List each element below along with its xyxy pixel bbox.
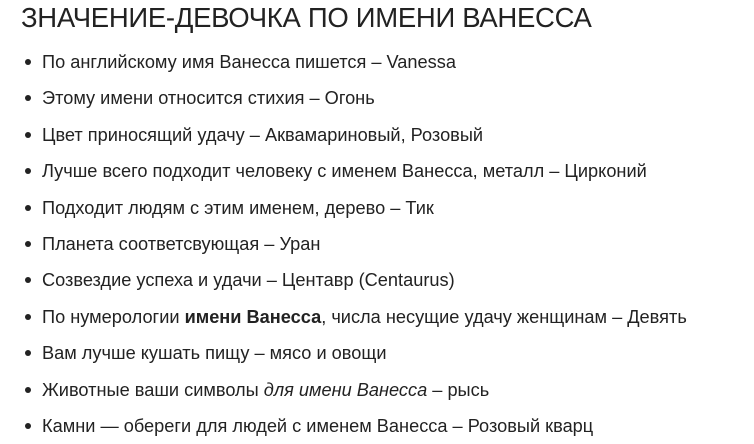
list-item xyxy=(0,153,754,189)
list-item xyxy=(0,190,754,226)
list-item-text xyxy=(42,299,687,335)
bullet-icon xyxy=(25,241,31,247)
list-item xyxy=(0,262,754,298)
bullet-icon xyxy=(25,132,31,138)
bullet-icon xyxy=(25,168,31,174)
bullet-icon xyxy=(25,387,31,393)
bullet-icon xyxy=(25,314,31,320)
list-item xyxy=(0,372,754,408)
bullet-icon xyxy=(25,277,31,283)
list-item-text: Цвет приносящий удачу – Аквамариновый, Розовый xyxy=(42,124,484,145)
name-facts-list xyxy=(0,44,754,444)
bullet-icon xyxy=(25,95,31,101)
list-item-text: Этому имени относится стихия – Огонь xyxy=(42,88,375,109)
bullet-icon xyxy=(25,423,31,429)
list-item xyxy=(0,408,754,444)
list-item-text: Лучше всего подходит человеку с именем Ванесса, металл – Цирконий xyxy=(42,161,647,182)
list-item-text: Вам лучше кушать пищу – мясо и овощи xyxy=(42,343,387,364)
list-item-text-prefix: По нумерологии xyxy=(42,306,185,327)
bullet-icon xyxy=(25,350,31,356)
list-item-text: По английскому имя Ванесса пишется – Vanessa xyxy=(42,52,456,72)
list-item xyxy=(0,44,754,80)
list-item-text-suffix: , числа несущие удачу женщинам – Девять xyxy=(321,306,687,327)
list-item-text: Планета соответсвующая – Уран xyxy=(42,233,321,254)
list-item xyxy=(0,80,754,116)
list-item xyxy=(0,299,754,335)
list-item xyxy=(0,226,754,262)
list-item-text: Созвездие успеха и удачи – Центавр (Centaurus) xyxy=(42,270,455,291)
list-item-text xyxy=(42,372,489,408)
list-item-text: Камни — обереги для людей с именем Ванесса – Розовый кварц xyxy=(42,415,594,436)
list-item-text: Подходит людям с этим именем, дерево – Тик xyxy=(42,197,434,218)
list-item-bold-text: имени Ванесса xyxy=(184,306,322,327)
bullet-icon xyxy=(25,59,31,65)
list-item-text-suffix: – рысь xyxy=(427,379,490,400)
list-item-italic-text: для имени Ванесса xyxy=(263,379,428,400)
list-item xyxy=(0,335,754,371)
list-item-text-prefix: Животные ваши символы xyxy=(42,379,264,400)
page-title: ЗНАЧЕНИЕ-ДЕВОЧКА ПО ИМЕНИ ВАНЕССА xyxy=(21,2,592,33)
list-item xyxy=(0,117,754,153)
bullet-icon xyxy=(25,205,31,211)
